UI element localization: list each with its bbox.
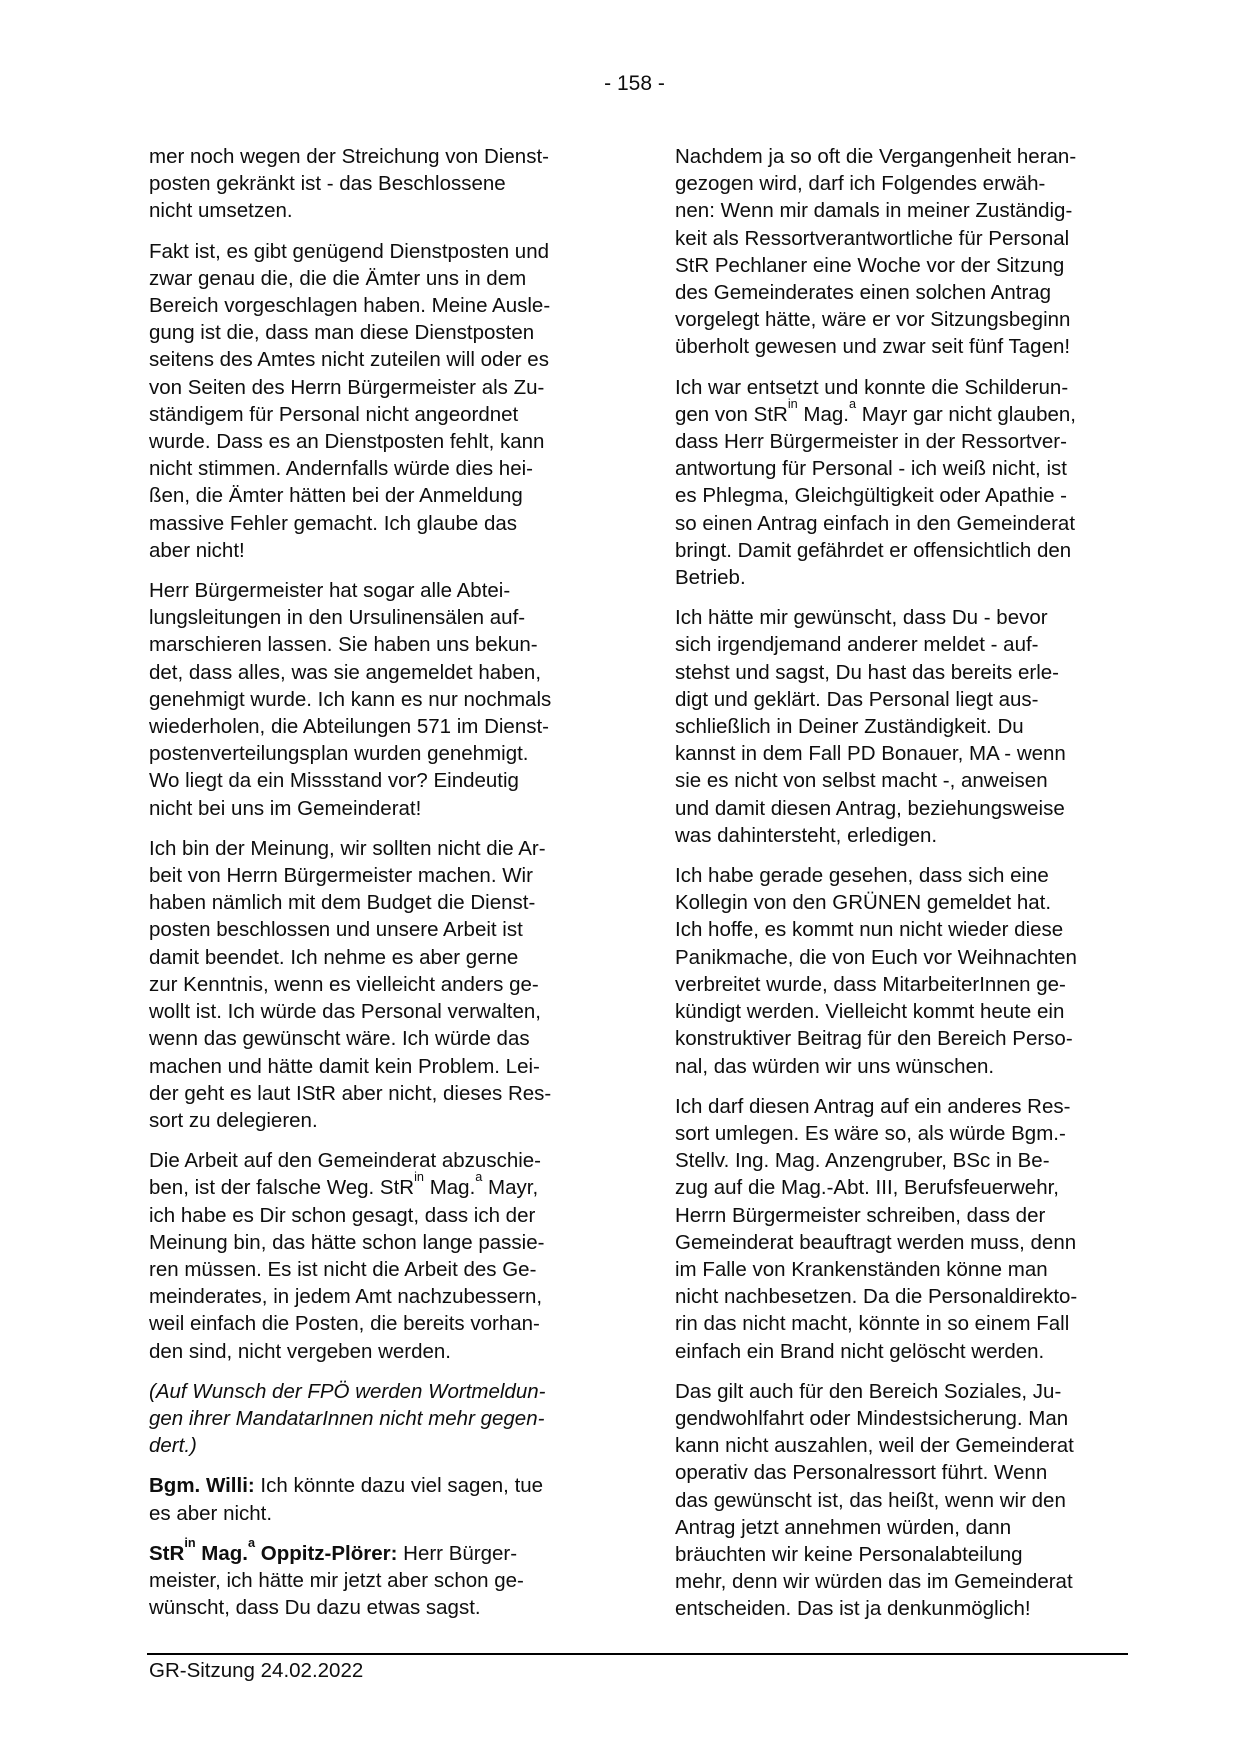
text-line: schließlich in Deiner Zuständigkeit. Du: [675, 715, 1024, 739]
text-columns: [149, 143, 1121, 1636]
paragraph: [149, 1472, 595, 1526]
text-line: ßen, die Ämter hätten bei der Anmeldung: [149, 484, 523, 508]
text-line: wenn das gewünscht wäre. Ich würde das: [149, 1027, 530, 1051]
text-line: wünscht, dass Du dazu etwas sagst.: [149, 1596, 481, 1620]
text-line: rin das nicht macht, könnte in so einem Fall: [675, 1312, 1070, 1336]
text-line: det, dass alles, was sie angemeldet haben,: [149, 660, 542, 684]
text-line: Ich darf diesen Antrag auf ein anderes Res-: [675, 1094, 1071, 1118]
text-line: antwortung für Personal - ich weiß nicht, ist: [675, 457, 1067, 481]
text-line: Herr Bürgermeister hat sogar alle Abtei-: [149, 579, 511, 603]
text-line: sort zu delegieren.: [149, 1108, 318, 1132]
text-line: Meinung bin, das hätte schon lange passie-: [149, 1230, 545, 1254]
text-line: kündigt werden. Vielleicht kommt heute ein: [675, 1000, 1065, 1024]
text-line: marschieren lassen. Sie haben uns bekun-: [149, 633, 538, 657]
text-line: gen ihrer MandatarInnen nicht mehr gegen-: [149, 1406, 545, 1430]
text-line: im Falle von Krankenständen könne man: [675, 1257, 1048, 1281]
text-line: aber nicht!: [149, 538, 245, 562]
text-line: Ich habe gerade gesehen, dass sich eine: [675, 864, 1049, 888]
text-line: lungsleitungen in den Ursulinensälen auf-: [149, 606, 526, 630]
text-line: damit beendet. Ich nehme es aber gerne: [149, 945, 519, 969]
text-line: des Gemeinderates einen solchen Antrag: [675, 281, 1052, 305]
text-line: Bereich vorgeschlagen haben. Meine Ausle-: [149, 294, 551, 318]
text-line: ben, ist der falsche Weg. StR$^{in}$ Mag.$^a$ Mayr,: [149, 1169, 539, 1200]
paragraph: [675, 604, 1121, 849]
text-line: wollt ist. Ich würde das Personal verwalten,: [149, 1000, 541, 1024]
paragraph: [675, 374, 1121, 592]
text-line: gendwohlfahrt oder Mindestsicherung. Man: [675, 1406, 1069, 1430]
text-line: Kollegin von den GRÜNEN gemeldet hat.: [675, 891, 1052, 915]
paragraph: [675, 1378, 1121, 1623]
text-line: gung ist die, dass man diese Dienstposten: [149, 321, 535, 345]
text-line: operativ das Personalressort führt. Wenn: [675, 1461, 1048, 1485]
paragraph: [149, 143, 595, 225]
paragraph: [149, 238, 595, 564]
paragraph: [675, 862, 1121, 1080]
text-line: vorgelegt hätte, wäre er vor Sitzungsbeginn: [675, 308, 1071, 332]
text-line: nicht nachbesetzen. Da die Personaldirekto-: [675, 1285, 1078, 1309]
text-line: Stellv. Ing. Mag. Anzengruber, BSc in Be-: [675, 1149, 1050, 1173]
text-line: stehst und sagst, Du hast das bereits erle-: [675, 660, 1060, 684]
text-line: Panikmache, die von Euch vor Weihnachten: [675, 945, 1077, 969]
text-line: wurde. Dass es an Dienstposten fehlt, kann: [149, 430, 545, 454]
page-number: - 158 -: [604, 72, 665, 95]
text-line: StR$^{in}$ Mag.$^a$ Oppitz-Plörer: Herr Bürger-: [149, 1534, 518, 1565]
text-line: einfach ein Brand nicht gelöscht werden.: [675, 1339, 1045, 1363]
text-line: keit als Ressortverantwortliche für Personal: [675, 226, 1070, 250]
text-line: Bgm. Willi: Ich könnte dazu viel sagen, tue: [149, 1474, 544, 1498]
text-line: Die Arbeit auf den Gemeinderat abzuschie-: [149, 1149, 542, 1173]
text-line: digt und geklärt. Das Personal liegt aus-: [675, 687, 1039, 711]
paragraph: [675, 143, 1121, 361]
text-line: gen von StR$^{in}$ Mag.$^a$ Mayr gar nicht glauben,: [675, 395, 1077, 426]
paragraph: [149, 835, 595, 1134]
text-line: posten gekränkt ist - das Beschlossene: [149, 172, 506, 196]
text-line: zur Kenntnis, wenn es vielleicht anders ge-: [149, 972, 539, 996]
text-line: so einen Antrag einfach in den Gemeinderat: [675, 511, 1076, 535]
text-line: bringt. Damit gefährdet er offensichtlich den: [675, 538, 1072, 562]
text-line: massive Fehler gemacht. Ich glaube das: [149, 511, 518, 535]
text-line: Fakt ist, es gibt genügend Dienstposten und: [149, 239, 550, 263]
text-column-left: [149, 143, 595, 1636]
text-line: kannst in dem Fall PD Bonauer, MA - wenn: [675, 742, 1066, 766]
text-line: überholt gewesen und zwar seit fünf Tagen!: [675, 335, 1071, 359]
paragraph: [149, 1534, 595, 1622]
paragraph: [149, 577, 595, 822]
text-line: ren müssen. Es ist nicht die Arbeit des Ge-: [149, 1257, 537, 1281]
text-line: nicht umsetzen.: [149, 199, 293, 223]
text-line: mer noch wegen der Streichung von Dienst-: [149, 145, 549, 168]
footer-text: GR-Sitzung 24.02.2022: [149, 1659, 364, 1682]
text-line: postenverteilungsplan wurden genehmigt.: [149, 742, 529, 766]
text-line: es aber nicht.: [149, 1501, 273, 1525]
text-line: meinderates, in jedem Amt nachzubessern,: [149, 1285, 543, 1309]
text-line: StR Pechlaner eine Woche vor der Sitzung: [675, 253, 1065, 277]
text-line: dass Herr Bürgermeister in der Ressortver-: [675, 430, 1067, 454]
text-line: Das gilt auch für den Bereich Soziales, Ju-: [675, 1379, 1062, 1403]
text-line: seitens des Amtes nicht zuteilen will oder es: [149, 348, 549, 372]
text-line: bräuchten wir keine Personalabteilung: [675, 1542, 1023, 1566]
text-line: zug auf die Mag.-Abt. III, Berufsfeuerwehr,: [675, 1176, 1060, 1200]
text-line: verbreitet wurde, dass MitarbeiterInnen ge-: [675, 972, 1066, 996]
text-line: Ich hoffe, es kommt nun nicht wieder diese: [675, 918, 1064, 942]
text-line: gezogen wird, darf ich Folgendes erwäh-: [675, 172, 1046, 196]
text-line: machen und hätte damit kein Problem. Lei-: [149, 1054, 540, 1078]
text-line: sort umlegen. Es wäre so, als würde Bgm.-: [675, 1121, 1066, 1145]
text-line: meister, ich hätte mir jetzt aber schon ge-: [149, 1568, 524, 1592]
text-line: Gemeinderat beauftragt werden muss, denn: [675, 1230, 1077, 1254]
text-line: Nachdem ja so oft die Vergangenheit heran-: [675, 145, 1077, 168]
text-line: der geht es laut IStR aber nicht, dieses Res-: [149, 1081, 552, 1105]
text-line: posten beschlossen und unsere Arbeit ist: [149, 918, 523, 942]
text-line: das gewünscht ist, das heißt, wenn wir den: [675, 1488, 1066, 1512]
text-line: ich habe es Dir schon gesagt, dass ich der: [149, 1203, 536, 1227]
text-line: Betrieb.: [675, 566, 746, 590]
text-line: ständigem für Personal nicht angeordnet: [149, 402, 519, 426]
text-line: genehmigt wurde. Ich kann es nur nochmals: [149, 687, 552, 711]
paragraph: [675, 1093, 1121, 1365]
text-line: nicht bei uns im Gemeinderat!: [149, 796, 422, 820]
text-line: Ich hätte mir gewünscht, dass Du - bevor: [675, 606, 1048, 630]
text-line: es Phlegma, Gleichgültigkeit oder Apathie -: [675, 484, 1068, 508]
text-line: dert.): [149, 1434, 197, 1458]
text-line: nal, das würden wir uns wünschen.: [675, 1054, 995, 1078]
text-line: wiederholen, die Abteilungen 571 im Dienst-: [149, 715, 550, 739]
text-line: Ich war entsetzt und konnte die Schilderun-: [675, 375, 1069, 399]
text-line: entscheiden. Das ist ja denkunmöglich!: [675, 1597, 1031, 1621]
text-line: zwar genau die, die die Ämter uns in dem: [149, 266, 527, 290]
text-line: Wo liegt da ein Missstand vor? Eindeutig: [149, 769, 519, 793]
text-line: von Seiten des Herrn Bürgermeister als Zu-: [149, 375, 545, 399]
text-line: haben nämlich mit dem Budget die Dienst-: [149, 891, 536, 915]
text-line: beit von Herrn Bürgermeister machen. Wir: [149, 864, 533, 888]
text-line: den sind, nicht vergeben werden.: [149, 1339, 452, 1363]
text-column-right: [675, 143, 1121, 1636]
text-line: konstruktiver Beitrag für den Bereich Perso-: [675, 1027, 1073, 1051]
paragraph: [149, 1378, 595, 1460]
text-line: sich irgendjemand anderer meldet - auf-: [675, 633, 1039, 657]
text-line: mehr, denn wir würden das im Gemeinderat: [675, 1570, 1073, 1594]
text-line: und damit diesen Antrag, beziehungsweise: [675, 796, 1065, 820]
text-line: Antrag jetzt annehmen würden, dann: [675, 1515, 1012, 1539]
text-line: nen: Wenn mir damals in meiner Zuständig-: [675, 199, 1073, 223]
text-line: (Auf Wunsch der FPÖ werden Wortmeldun-: [149, 1379, 546, 1403]
text-line: Ich bin der Meinung, wir sollten nicht die Ar-: [149, 836, 546, 860]
text-line: nicht stimmen. Andernfalls würde dies hei-: [149, 457, 533, 481]
text-line: Herrn Bürgermeister schreiben, dass der: [675, 1203, 1046, 1227]
footer-divider: [147, 1653, 1128, 1655]
paragraph: [149, 1147, 595, 1365]
text-line: was dahintersteht, erledigen.: [675, 823, 938, 847]
text-line: sie es nicht von selbst macht -, anweisen: [675, 769, 1048, 793]
text-line: kann nicht auszahlen, weil der Gemeinderat: [675, 1434, 1074, 1458]
text-line: weil einfach die Posten, die bereits vorhan-: [149, 1312, 540, 1336]
